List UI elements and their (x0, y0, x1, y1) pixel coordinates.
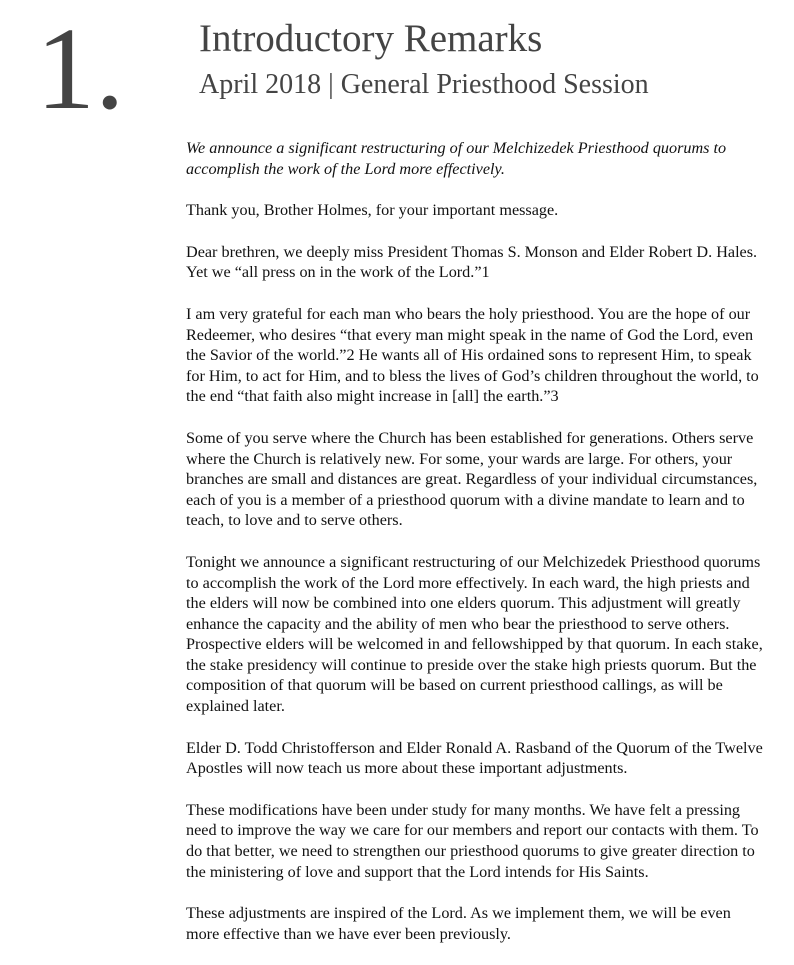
paragraph: These modifications have been under study for many months. We have felt a pressing need to improve the way we care for our members and report our contacts with them. To do that better, we need to strengthen our priesthood quorums to give greater direction to the ministering of love and support that the Lord intends for His Saints. (186, 800, 759, 881)
lead-paragraph: We announce a significant restructuring of our Melchizedek Priesthood quorums to accomplish the work of the Lord more effectively. (186, 139, 727, 178)
page-title: Introductory Remarks (199, 17, 543, 60)
paragraph: Elder D. Todd Christofferson and Elder Ronald A. Rasband of the Quorum of the Twelve Apostles will now teach us more about these important adjustments. (186, 738, 763, 778)
paragraph: Tonight we announce a significant restructuring of our Melchizedek Priesthood quorums to accomplish the work of the Lord more effectively. In each ward, the high priests and the elders will now be combined into one elders quorum. This adjustment will greatly enhance the capacity and the ability of men who bear the priesthood to serve others. Prospective elders will be welcomed in and fellowshipped by that quorum. In each stake, the stake presidency will continue to preside over the stake high priests quorum. But the composition of that quorum will be based on current priesthood callings, as will be explained later. (186, 552, 763, 716)
paragraph: Thank you, Brother Holmes, for your important message. (186, 201, 559, 220)
paragraph: I am very grateful for each man who bears the holy priesthood. You are the hope of our Redeemer, who desires “that every man might speak in the name of God the Lord, even the Savior of the world.”2 He wants all of His ordained sons to represent Him, to speak for Him, to act for Him, and to bless the lives of God’s children throughout the world, to the end “that faith also might increase in [all] the earth.”3 (186, 304, 759, 406)
chapter-number: 1. (36, 3, 125, 134)
paragraph: These adjustments are inspired of the Lord. As we implement them, we will be even more effective than we have ever been previously. (186, 904, 731, 943)
paragraph: Some of you serve where the Church has been established for generations. Others serve where the Church is relatively new. For some, your wards are large. For others, your branches are small and distances are great. Regardless of your individual circumstances, each of you is a member of a priesthood quorum with a divine mandate to learn and to teach, to love and to serve others. (186, 428, 758, 530)
article-body (186, 138, 764, 965)
page-subtitle: April 2018 | General Priesthood Session (199, 69, 649, 100)
paragraph: Dear brethren, we deeply miss President Thomas S. Monson and Elder Robert D. Hales. Yet we “all press on in the work of the Lord.”1 (186, 242, 758, 282)
